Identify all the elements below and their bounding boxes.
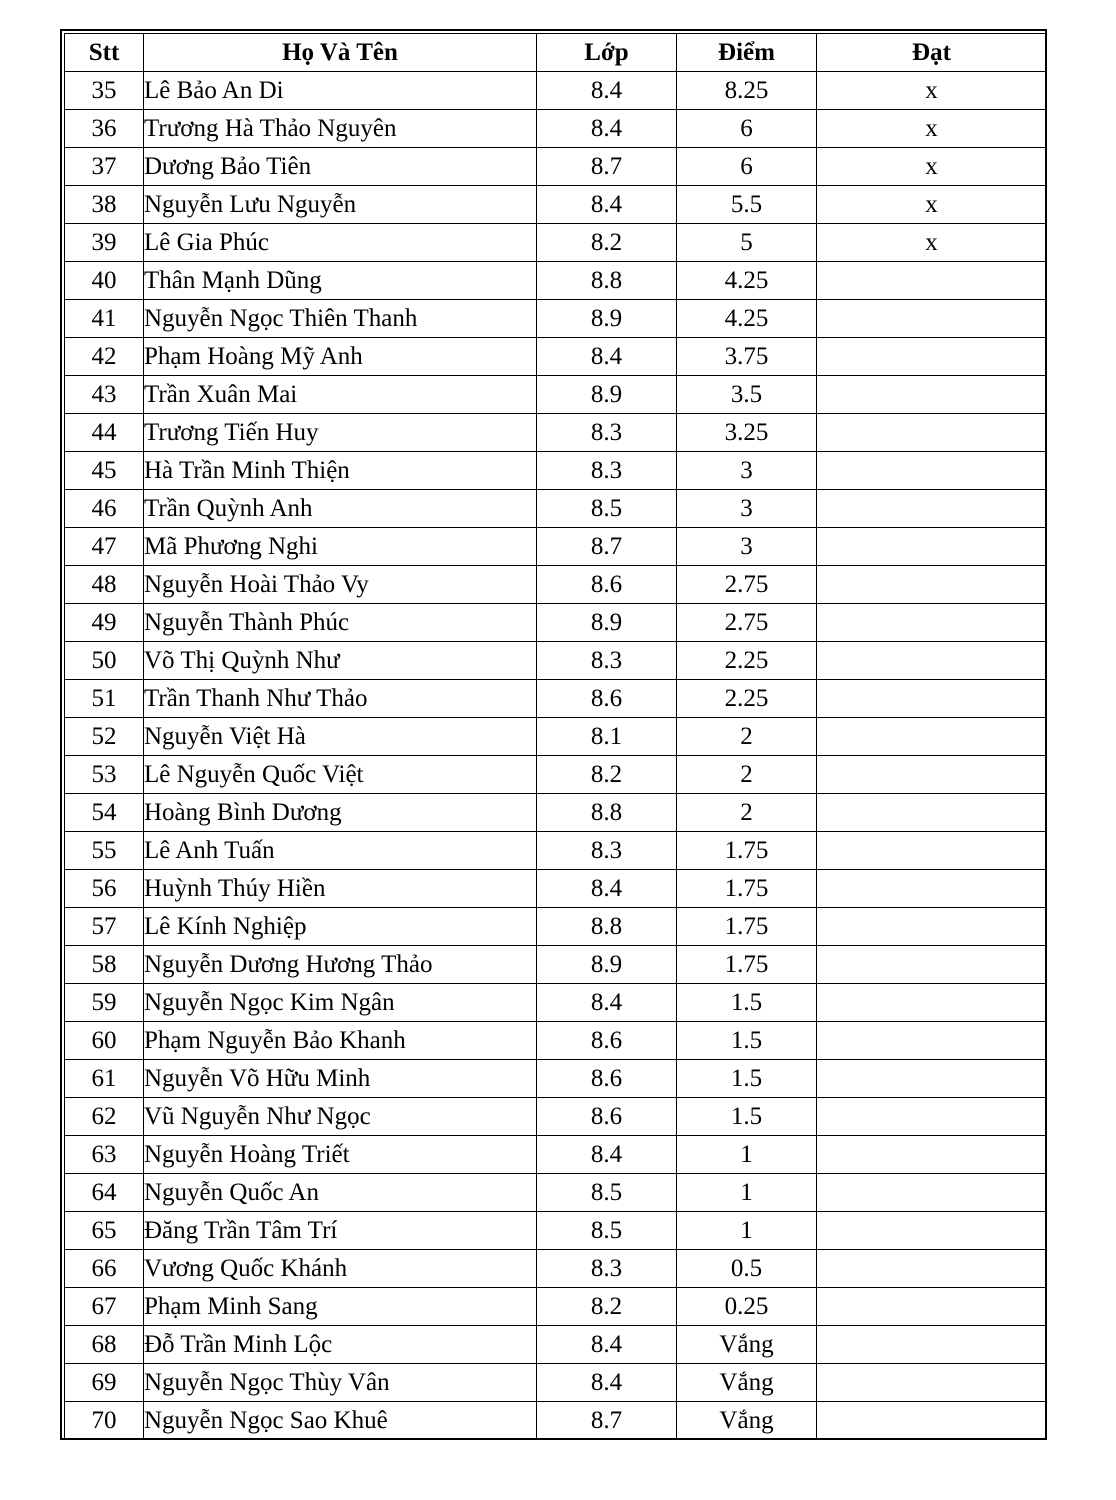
table-row [65, 1022, 1047, 1060]
table-row [65, 680, 1047, 718]
score-cell: 2 [677, 756, 817, 794]
name-cell: Lê Nguyễn Quốc Việt [144, 756, 537, 794]
score-cell: 3 [677, 452, 817, 490]
stt-cell: 68 [65, 1326, 144, 1364]
table-body [65, 72, 1047, 1440]
stt-cell: 47 [65, 528, 144, 566]
score-cell: 5.5 [677, 186, 817, 224]
pass-cell [817, 338, 1047, 376]
score-cell: 1.5 [677, 984, 817, 1022]
score-cell: 6 [677, 148, 817, 186]
score-cell: 1 [677, 1136, 817, 1174]
class-cell: 8.7 [537, 1402, 677, 1440]
score-cell: 3 [677, 528, 817, 566]
table-row [65, 1136, 1047, 1174]
class-cell: 8.4 [537, 1136, 677, 1174]
stt-cell: 64 [65, 1174, 144, 1212]
table-row [65, 376, 1047, 414]
stt-cell: 59 [65, 984, 144, 1022]
score-cell: 3 [677, 490, 817, 528]
table-row [65, 832, 1047, 870]
pass-cell [817, 946, 1047, 984]
score-cell: 4.25 [677, 262, 817, 300]
class-cell: 8.2 [537, 224, 677, 262]
table-row [65, 1402, 1047, 1440]
score-cell: 1 [677, 1174, 817, 1212]
score-cell: 3.75 [677, 338, 817, 376]
pass-cell [817, 566, 1047, 604]
name-cell: Đăng Trần Tâm Trí [144, 1212, 537, 1250]
score-cell: 3.25 [677, 414, 817, 452]
stt-cell: 36 [65, 110, 144, 148]
table-row [65, 1098, 1047, 1136]
pass-cell [817, 262, 1047, 300]
table-row [65, 870, 1047, 908]
stt-cell: 49 [65, 604, 144, 642]
score-cell: 2.25 [677, 680, 817, 718]
class-cell: 8.6 [537, 566, 677, 604]
score-cell: 1.5 [677, 1060, 817, 1098]
name-cell: Phạm Minh Sang [144, 1288, 537, 1326]
score-cell: Vắng [677, 1326, 817, 1364]
pass-cell [817, 1326, 1047, 1364]
name-cell: Vũ Nguyễn Như Ngọc [144, 1098, 537, 1136]
table-row [65, 300, 1047, 338]
class-cell: 8.8 [537, 262, 677, 300]
header-name: Họ Và Tên [144, 34, 537, 72]
table-row [65, 756, 1047, 794]
stt-cell: 63 [65, 1136, 144, 1174]
name-cell: Lê Kính Nghiệp [144, 908, 537, 946]
pass-cell [817, 984, 1047, 1022]
class-cell: 8.3 [537, 452, 677, 490]
results-table [64, 33, 1047, 1440]
pass-cell [817, 832, 1047, 870]
score-cell: 2.75 [677, 604, 817, 642]
name-cell: Trần Thanh Như Thảo [144, 680, 537, 718]
table-row [65, 148, 1047, 186]
class-cell: 8.3 [537, 414, 677, 452]
table-row [65, 1250, 1047, 1288]
score-cell: 2.75 [677, 566, 817, 604]
class-cell: 8.4 [537, 72, 677, 110]
class-cell: 8.5 [537, 1174, 677, 1212]
header-stt: Stt [65, 34, 144, 72]
stt-cell: 70 [65, 1402, 144, 1440]
table-row [65, 1326, 1047, 1364]
class-cell: 8.2 [537, 756, 677, 794]
name-cell: Mã Phương Nghi [144, 528, 537, 566]
score-cell: 1.75 [677, 908, 817, 946]
header-pass: Đạt [817, 34, 1047, 72]
name-cell: Nguyễn Thành Phúc [144, 604, 537, 642]
table-row [65, 718, 1047, 756]
name-cell: Trần Quỳnh Anh [144, 490, 537, 528]
score-cell: 3.5 [677, 376, 817, 414]
stt-cell: 50 [65, 642, 144, 680]
pass-cell [817, 1174, 1047, 1212]
pass-cell [817, 528, 1047, 566]
class-cell: 8.5 [537, 1212, 677, 1250]
class-cell: 8.6 [537, 680, 677, 718]
pass-cell [817, 870, 1047, 908]
class-cell: 8.8 [537, 908, 677, 946]
pass-cell [817, 376, 1047, 414]
score-cell: 5 [677, 224, 817, 262]
pass-cell [817, 1098, 1047, 1136]
pass-cell [817, 642, 1047, 680]
class-cell: 8.6 [537, 1098, 677, 1136]
pass-cell [817, 1402, 1047, 1440]
pass-cell: x [817, 224, 1047, 262]
stt-cell: 51 [65, 680, 144, 718]
name-cell: Vương Quốc Khánh [144, 1250, 537, 1288]
table-row [65, 414, 1047, 452]
pass-cell [817, 1250, 1047, 1288]
table-row [65, 72, 1047, 110]
pass-cell: x [817, 110, 1047, 148]
name-cell: Hà Trần Minh Thiện [144, 452, 537, 490]
pass-cell [817, 908, 1047, 946]
class-cell: 8.4 [537, 984, 677, 1022]
table-row [65, 566, 1047, 604]
stt-cell: 56 [65, 870, 144, 908]
class-cell: 8.5 [537, 490, 677, 528]
stt-cell: 52 [65, 718, 144, 756]
table-row [65, 528, 1047, 566]
name-cell: Nguyễn Ngọc Thùy Vân [144, 1364, 537, 1402]
table-row [65, 338, 1047, 376]
score-cell: 2 [677, 718, 817, 756]
table-row [65, 946, 1047, 984]
pass-cell [817, 414, 1047, 452]
score-cell: 0.25 [677, 1288, 817, 1326]
name-cell: Nguyễn Ngọc Kim Ngân [144, 984, 537, 1022]
score-cell: Vắng [677, 1402, 817, 1440]
name-cell: Đỗ Trần Minh Lộc [144, 1326, 537, 1364]
stt-cell: 57 [65, 908, 144, 946]
table-row [65, 224, 1047, 262]
table-row [65, 604, 1047, 642]
pass-cell [817, 1136, 1047, 1174]
header-row [65, 34, 1047, 72]
table-row [65, 262, 1047, 300]
table-row [65, 908, 1047, 946]
pass-cell [817, 300, 1047, 338]
table-row [65, 186, 1047, 224]
stt-cell: 69 [65, 1364, 144, 1402]
pass-cell [817, 604, 1047, 642]
stt-cell: 61 [65, 1060, 144, 1098]
pass-cell [817, 1288, 1047, 1326]
stt-cell: 38 [65, 186, 144, 224]
class-cell: 8.6 [537, 1060, 677, 1098]
table-row [65, 984, 1047, 1022]
class-cell: 8.7 [537, 148, 677, 186]
class-cell: 8.3 [537, 1250, 677, 1288]
score-cell: 1.75 [677, 946, 817, 984]
name-cell: Huỳnh Thúy Hiền [144, 870, 537, 908]
name-cell: Lê Anh Tuấn [144, 832, 537, 870]
stt-cell: 46 [65, 490, 144, 528]
stt-cell: 44 [65, 414, 144, 452]
name-cell: Trương Tiến Huy [144, 414, 537, 452]
score-cell: 0.5 [677, 1250, 817, 1288]
stt-cell: 40 [65, 262, 144, 300]
name-cell: Hoàng Bình Dương [144, 794, 537, 832]
stt-cell: 66 [65, 1250, 144, 1288]
name-cell: Lê Bảo An Di [144, 72, 537, 110]
pass-cell [817, 794, 1047, 832]
name-cell: Trần Xuân Mai [144, 376, 537, 414]
name-cell: Lê Gia Phúc [144, 224, 537, 262]
stt-cell: 67 [65, 1288, 144, 1326]
pass-cell [817, 1060, 1047, 1098]
stt-cell: 55 [65, 832, 144, 870]
class-cell: 8.9 [537, 300, 677, 338]
class-cell: 8.7 [537, 528, 677, 566]
stt-cell: 65 [65, 1212, 144, 1250]
score-cell: 1 [677, 1212, 817, 1250]
table-row [65, 1060, 1047, 1098]
stt-cell: 48 [65, 566, 144, 604]
table-row [65, 1174, 1047, 1212]
name-cell: Nguyễn Ngọc Sao Khuê [144, 1402, 537, 1440]
table-row [65, 794, 1047, 832]
pass-cell [817, 452, 1047, 490]
stt-cell: 35 [65, 72, 144, 110]
class-cell: 8.1 [537, 718, 677, 756]
stt-cell: 42 [65, 338, 144, 376]
name-cell: Thân Mạnh Dũng [144, 262, 537, 300]
name-cell: Nguyễn Dương Hương Thảo [144, 946, 537, 984]
header-class: Lớp [537, 34, 677, 72]
score-cell: 1.5 [677, 1098, 817, 1136]
class-cell: 8.2 [537, 1288, 677, 1326]
pass-cell [817, 490, 1047, 528]
class-cell: 8.4 [537, 338, 677, 376]
name-cell: Nguyễn Võ Hữu Minh [144, 1060, 537, 1098]
pass-cell [817, 756, 1047, 794]
name-cell: Phạm Hoàng Mỹ Anh [144, 338, 537, 376]
class-cell: 8.4 [537, 870, 677, 908]
stt-cell: 54 [65, 794, 144, 832]
table-row [65, 1288, 1047, 1326]
stt-cell: 60 [65, 1022, 144, 1060]
score-cell: 1.75 [677, 870, 817, 908]
table-row [65, 452, 1047, 490]
class-cell: 8.9 [537, 376, 677, 414]
class-cell: 8.4 [537, 186, 677, 224]
table-row [65, 642, 1047, 680]
class-cell: 8.9 [537, 946, 677, 984]
pass-cell: x [817, 72, 1047, 110]
name-cell: Phạm Nguyễn Bảo Khanh [144, 1022, 537, 1060]
pass-cell: x [817, 186, 1047, 224]
score-cell: 6 [677, 110, 817, 148]
pass-cell [817, 1212, 1047, 1250]
class-cell: 8.6 [537, 1022, 677, 1060]
score-cell: 8.25 [677, 72, 817, 110]
pass-cell [817, 1022, 1047, 1060]
score-cell: 4.25 [677, 300, 817, 338]
name-cell: Nguyễn Hoài Thảo Vy [144, 566, 537, 604]
table-row [65, 110, 1047, 148]
score-cell: 1.5 [677, 1022, 817, 1060]
pass-cell: x [817, 148, 1047, 186]
class-cell: 8.4 [537, 1326, 677, 1364]
table-row [65, 490, 1047, 528]
name-cell: Dương Bảo Tiên [144, 148, 537, 186]
table-header [65, 34, 1047, 72]
class-cell: 8.3 [537, 642, 677, 680]
header-score: Điểm [677, 34, 817, 72]
stt-cell: 62 [65, 1098, 144, 1136]
table-row [65, 1212, 1047, 1250]
table-row [65, 1364, 1047, 1402]
score-cell: 1.75 [677, 832, 817, 870]
name-cell: Trương Hà Thảo Nguyên [144, 110, 537, 148]
stt-cell: 39 [65, 224, 144, 262]
score-cell: 2.25 [677, 642, 817, 680]
name-cell: Nguyễn Việt Hà [144, 718, 537, 756]
name-cell: Võ Thị Quỳnh Như [144, 642, 537, 680]
stt-cell: 45 [65, 452, 144, 490]
stt-cell: 53 [65, 756, 144, 794]
score-cell: Vắng [677, 1364, 817, 1402]
pass-cell [817, 718, 1047, 756]
class-cell: 8.3 [537, 832, 677, 870]
class-cell: 8.4 [537, 1364, 677, 1402]
name-cell: Nguyễn Quốc An [144, 1174, 537, 1212]
stt-cell: 37 [65, 148, 144, 186]
name-cell: Nguyễn Ngọc Thiên Thanh [144, 300, 537, 338]
pass-cell [817, 1364, 1047, 1402]
stt-cell: 43 [65, 376, 144, 414]
score-cell: 2 [677, 794, 817, 832]
name-cell: Nguyễn Lưu Nguyễn [144, 186, 537, 224]
stt-cell: 41 [65, 300, 144, 338]
class-cell: 8.9 [537, 604, 677, 642]
class-cell: 8.8 [537, 794, 677, 832]
name-cell: Nguyễn Hoàng Triết [144, 1136, 537, 1174]
class-cell: 8.4 [537, 110, 677, 148]
pass-cell [817, 680, 1047, 718]
stt-cell: 58 [65, 946, 144, 984]
